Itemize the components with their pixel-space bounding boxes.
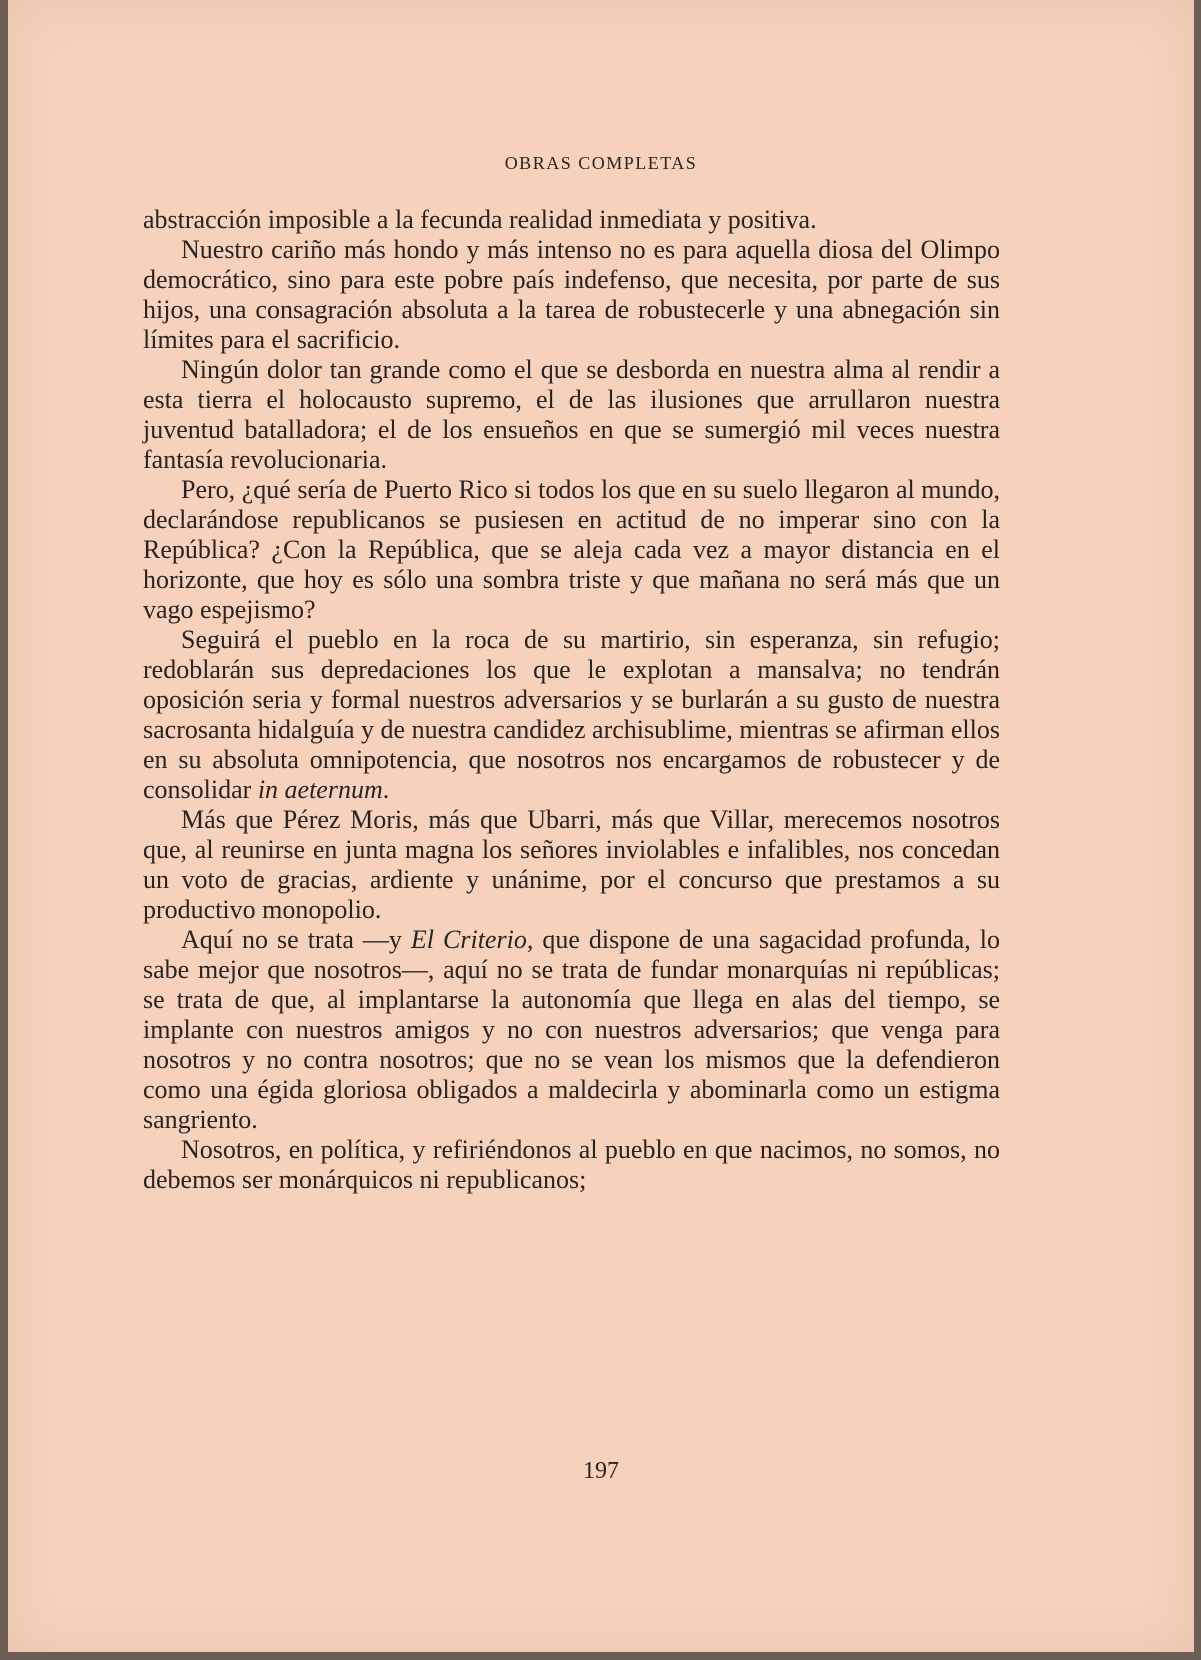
paragraph-text: Nuestro cariño más hondo y más intenso no es para aquella diosa del Olimpo democrático, sino para este pobre país indefenso, que necesita, por parte de sus hijos, una consagración absoluta a la tarea de robustecerle y una abnegación sin límites para el sacrificio. [143,235,1000,354]
paragraph-text: abstracción imposible a la fecunda realidad inmediata y positiva. [143,205,817,234]
paragraph-text: Ningún dolor tan grande como el que se desborda en nuestra alma al rendir a esta tierra el holocausto supremo, el de las ilusiones que arrullaron nuestra juventud batalladora; el de los ensueños en que se sumergió mil veces nuestra fantasía revolucionaria. [143,355,1000,474]
paragraph-text: Nosotros, en política, y refiriéndonos al pueblo en que nacimos, no somos, no debemos ser monárquicos ni republicanos; [143,1135,1000,1194]
paragraph-text: . [382,775,390,804]
paragraph-text: Más que Pérez Moris, más que Ubarri, más que Villar, merecemos nosotros que, al reunirse en junta magna los señores inviolables e infalibles, nos concedan un voto de gracias, ardiente y unánime, por el concurso que prestamos a su productivo monopolio. [143,805,1000,924]
page-number: 197 [583,1458,619,1484]
paragraph-text: Aquí no se trata —y [181,925,411,954]
paragraph [143,355,1000,475]
book-page [8,0,1194,1652]
paragraph-continuation [143,205,1000,235]
italic-phrase: in aeternum [257,775,383,804]
body-text [143,205,1000,1195]
paragraph [143,475,1000,625]
paragraph [143,235,1000,355]
paragraph [143,805,1000,925]
paragraph-text: Seguirá el pueblo en la roca de su martirio, sin esperanza, sin refugio; redoblarán sus depredaciones los que le explotan a mansalva; no tendrán oposición seria y formal nuestros adversarios y se burlarán a su gusto de nuestra sacrosanta hidalguía y de nuestra candidez archisublime, mientras se afirman ellos en su absoluta omnipotencia, que nosotros nos encargamos de robustecer y de consolidar [143,625,1000,804]
running-header: OBRAS COMPLETAS [504,153,698,173]
paragraph-text: Pero, ¿qué sería de Puerto Rico si todos los que en su suelo llegaron al mundo, declarándose republicanos se pusiesen en actitud de no imperar sino con la República? ¿Con la República, que se aleja cada vez a mayor distancia en el horizonte, que hoy es sólo una sombra triste y que mañana no será más que un vago espejismo? [143,475,1000,624]
paragraph [143,1135,1000,1195]
paragraph [143,925,1000,1135]
paragraph [143,625,1000,805]
italic-title: El Criterio, [410,925,534,954]
paragraph-text: que dispone de una sagacidad profunda, lo sabe mejor que nosotros—, aquí no se trata de fundar monarquías ni repúblicas; se trata de que, al implantarse la autonomía que llega en alas del tiempo, se implante con nuestros amigos y no con nuestros adversarios; que venga para nosotros y no contra nosotros; que no se vean los mismos que la defendieron como una égida gloriosa obligados a maldecirla y abominarla como un estigma sangriento. [143,925,1000,1134]
